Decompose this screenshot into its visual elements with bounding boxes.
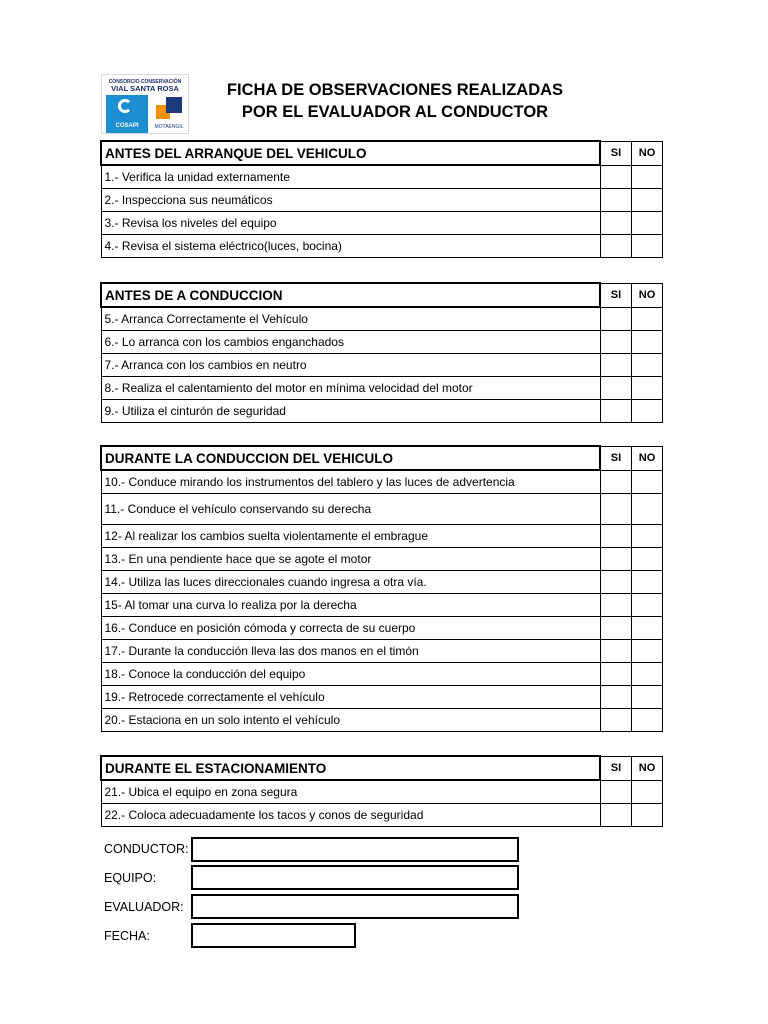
no-header: NO (632, 446, 663, 470)
no-header: NO (632, 756, 663, 780)
checklist-item: 5.- Arranca Correctamente el Vehículo (101, 307, 600, 331)
si-header: SI (600, 446, 632, 470)
si-checkbox[interactable] (600, 617, 632, 640)
section-header: ANTES DE A CONDUCCION (101, 283, 600, 307)
no-checkbox[interactable] (632, 617, 663, 640)
si-checkbox[interactable] (600, 525, 632, 548)
section-header-row (101, 283, 663, 307)
section-antes-arranque (100, 140, 663, 258)
cosapi-icon (118, 99, 132, 113)
checklist-item: 6.- Lo arranca con los cambios enganchados (101, 331, 600, 354)
no-checkbox[interactable] (632, 525, 663, 548)
no-checkbox[interactable] (632, 804, 663, 827)
checklist-item: 22.- Coloca adecuadamente los tacos y conos de seguridad (101, 804, 600, 827)
si-checkbox[interactable] (600, 571, 632, 594)
motaengil-logo (152, 95, 186, 133)
no-checkbox[interactable] (632, 212, 663, 235)
si-checkbox[interactable] (600, 189, 632, 212)
section-header-row (101, 756, 663, 780)
si-header: SI (600, 756, 632, 780)
si-checkbox[interactable] (600, 709, 632, 732)
checklist-row (101, 354, 663, 377)
no-checkbox[interactable] (632, 640, 663, 663)
logo-line2: VIAL SANTA ROSA (111, 84, 179, 93)
motaengil-square-icon (166, 97, 182, 113)
conductor-label: CONDUCTOR: (104, 842, 189, 856)
si-checkbox[interactable] (600, 640, 632, 663)
si-checkbox[interactable] (600, 494, 632, 525)
equipo-field[interactable] (191, 865, 519, 890)
checklist-row (101, 594, 663, 617)
checklist-row (101, 470, 663, 494)
no-header: NO (632, 283, 663, 307)
checklist-item: 20.- Estaciona en un solo intento el vehículo (101, 709, 600, 732)
section-header-row (101, 446, 663, 470)
checklist-item: 15- Al tomar una curva lo realiza por la derecha (101, 594, 600, 617)
no-checkbox[interactable] (632, 571, 663, 594)
no-checkbox[interactable] (632, 189, 663, 212)
section-header: DURANTE EL ESTACIONAMIENTO (101, 756, 600, 780)
checklist-item: 17.- Durante la conducción lleva las dos manos en el timón (101, 640, 600, 663)
fecha-field[interactable] (191, 923, 356, 948)
no-checkbox[interactable] (632, 354, 663, 377)
si-checkbox[interactable] (600, 594, 632, 617)
checklist-row (101, 548, 663, 571)
conductor-field[interactable] (191, 837, 519, 862)
logo-line1: CONSORCIO CONSERVACIÓN (108, 79, 182, 85)
no-checkbox[interactable] (632, 594, 663, 617)
checklist-item: 14.- Utiliza las luces direccionales cuando ingresa a otra vía. (101, 571, 600, 594)
checklist-row (101, 307, 663, 331)
si-checkbox[interactable] (600, 470, 632, 494)
page-title-line1: FICHA DE OBSERVACIONES REALIZADAS (226, 81, 564, 99)
checklist-row (101, 189, 663, 212)
checklist-row (101, 235, 663, 258)
checklist-item: 3.- Revisa los niveles del equipo (101, 212, 600, 235)
si-checkbox[interactable] (600, 686, 632, 709)
checklist-row (101, 686, 663, 709)
checklist-item: 9.- Utiliza el cinturón de seguridad (101, 400, 600, 423)
no-checkbox[interactable] (632, 307, 663, 331)
checklist-row (101, 212, 663, 235)
checklist-row (101, 377, 663, 400)
no-checkbox[interactable] (632, 686, 663, 709)
checklist-item: 11.- Conduce el vehículo conservando su derecha (101, 494, 600, 525)
si-checkbox[interactable] (600, 804, 632, 827)
si-header: SI (600, 141, 632, 165)
section-header-row (101, 141, 663, 165)
section-durante-conduccion (100, 445, 663, 732)
checklist-row (101, 663, 663, 686)
si-checkbox[interactable] (600, 235, 632, 258)
evaluador-label: EVALUADOR: (104, 900, 184, 914)
checklist-item: 13.- En una pendiente hace que se agote el motor (101, 548, 600, 571)
checklist-row (101, 571, 663, 594)
checklist-item: 12- Al realizar los cambios suelta violentamente el embrague (101, 525, 600, 548)
checklist-row (101, 525, 663, 548)
si-checkbox[interactable] (600, 663, 632, 686)
checklist-row (101, 640, 663, 663)
checklist-item: 19.- Retrocede correctamente el vehículo (101, 686, 600, 709)
checklist-row (101, 400, 663, 423)
motaengil-label: MOTAENGIL (154, 124, 184, 130)
section-estacionamiento (100, 755, 663, 827)
no-checkbox[interactable] (632, 663, 663, 686)
fecha-label: FECHA: (104, 929, 150, 943)
checklist-row (101, 804, 663, 827)
no-checkbox[interactable] (632, 331, 663, 354)
si-checkbox[interactable] (600, 165, 632, 189)
si-checkbox[interactable] (600, 400, 632, 423)
checklist-row (101, 165, 663, 189)
si-checkbox[interactable] (600, 354, 632, 377)
checklist-item: 1.- Verifica la unidad externamente (101, 165, 600, 189)
checklist-row (101, 709, 663, 732)
no-checkbox[interactable] (632, 235, 663, 258)
no-checkbox[interactable] (632, 494, 663, 525)
no-checkbox[interactable] (632, 165, 663, 189)
cosapi-logo (106, 95, 148, 133)
checklist-item: 18.- Conoce la conducción del equipo (101, 663, 600, 686)
checklist-item: 8.- Realiza el calentamiento del motor en mínima velocidad del motor (101, 377, 600, 400)
no-checkbox[interactable] (632, 780, 663, 804)
checklist-item: 2.- Inspecciona sus neumáticos (101, 189, 600, 212)
si-checkbox[interactable] (600, 331, 632, 354)
page-title-line2: POR EL EVALUADOR AL CONDUCTOR (241, 103, 549, 121)
checklist-item: 7.- Arranca con los cambios en neutro (101, 354, 600, 377)
no-checkbox[interactable] (632, 377, 663, 400)
section-antes-conduccion (100, 282, 663, 423)
no-checkbox[interactable] (632, 470, 663, 494)
checklist-row (101, 617, 663, 640)
si-header: SI (600, 283, 632, 307)
cosapi-label: COSAPI (115, 123, 139, 129)
company-logo (101, 74, 189, 134)
si-checkbox[interactable] (600, 212, 632, 235)
si-checkbox[interactable] (600, 377, 632, 400)
si-checkbox[interactable] (600, 548, 632, 571)
section-header: ANTES DEL ARRANQUE DEL VEHICULO (101, 141, 600, 165)
checklist-item: 10.- Conduce mirando los instrumentos del tablero y las luces de advertencia (101, 470, 600, 494)
no-checkbox[interactable] (632, 709, 663, 732)
no-checkbox[interactable] (632, 548, 663, 571)
checklist-item: 21.- Ubica el equipo en zona segura (101, 780, 600, 804)
checklist-item: 16.- Conduce en posición cómoda y correcta de su cuerpo (101, 617, 600, 640)
checklist-row (101, 494, 663, 525)
equipo-label: EQUIPO: (104, 871, 157, 885)
no-checkbox[interactable] (632, 400, 663, 423)
si-checkbox[interactable] (600, 307, 632, 331)
no-header: NO (632, 141, 663, 165)
section-header: DURANTE LA CONDUCCION DEL VEHICULO (101, 446, 600, 470)
checklist-row (101, 780, 663, 804)
checklist-row (101, 331, 663, 354)
checklist-item: 4.- Revisa el sistema eléctrico(luces, bocina) (101, 235, 600, 258)
evaluador-field[interactable] (191, 894, 519, 919)
si-checkbox[interactable] (600, 780, 632, 804)
